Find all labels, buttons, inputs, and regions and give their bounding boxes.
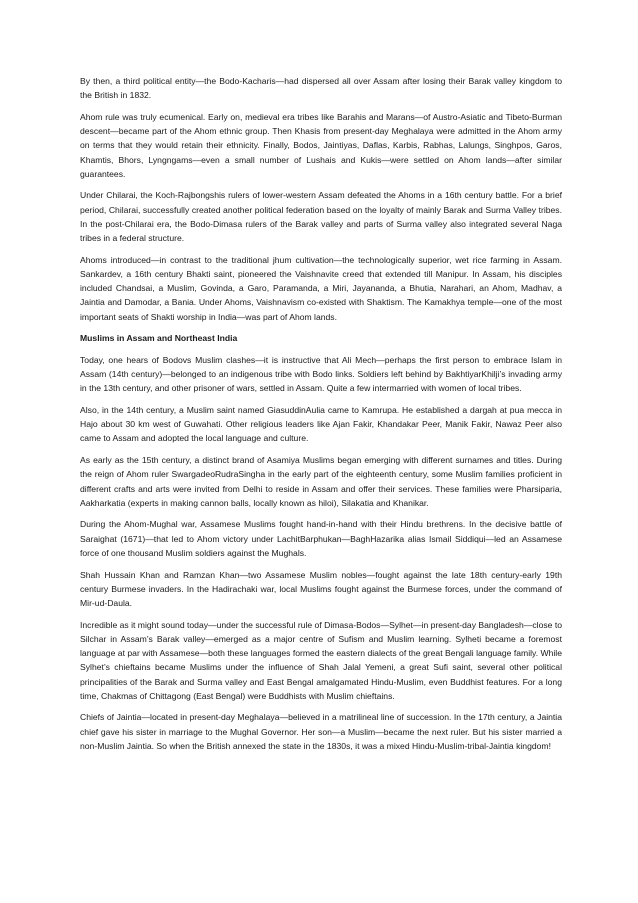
- paragraph-sylhet-sufism: Incredible as it might sound today—under the successful rule of Dimasa-Bodos—Sylhet—in present-day Bangladesh—close to Silchar in Assam’s Barak valley—emerged as a major centre of Sufism and Muslim learning. Sylheti became a foremost language at par with Assamese—both these languages formed the eastern dialects of the great Bengali language family. While Sylhet’s chieftains became Muslims under the influence of Shah Jalal Yemeni, a great Sufi saint, several other political principalities of the Barak and Surma valley and East Bengal amalgamated Hindu-Muslim, even Buddhist features. For a long time, Chakmas of Chittagong (East Bengal) were Buddhists with Muslim chieftains.: [80, 619, 562, 701]
- section-heading: Muslims in Assam and Northeast India: [80, 333, 238, 344]
- paragraph-ahom-ecumenical: Ahom rule was truly ecumenical. Early on, medieval era tribes like Barahis and Marans—of Austro-Asiatic and Tibeto-Burman descent—became part of the Ahom ethnic group. Then Khasis from present-day Meghalaya were admitted in the Ahom army on terms that they would retain their ethnicity. Finally, Bodos, Jaintiyas, Daflas, Karbis, Rabhas, Lalungs, Singhpos, Garos, Khamtis, Bhors, Lyngngams—even a small number of Lushais and Kukis—were settled on Ahom lands—after similar guarantees.: [80, 111, 562, 179]
- paragraph-chilarai: Under Chilarai, the Koch-Rajbongshis rulers of lower-western Assam defeated the Ahoms in a 16th century battle. For a brief period, Chilarai, successfully created another political federation based on the loyalty of mainly Barak and Surma Valley tribes. In the post-Chilarai era, the Bodo-Dimasa rulers of the Barak valley and parts of Surma valley also integrated several Naga tribes in a federal structure.: [80, 190, 562, 244]
- paragraph-bodo-kacharis: By then, a third political entity—the Bodo-Kacharis—had dispersed all over Assam after losing their Barak valley kingdom to the British in 1832.: [80, 76, 562, 101]
- paragraph-asamiya-muslims: As early as the 15th century, a distinct brand of Asamiya Muslims began emerging with different surnames and titles. During the reign of Ahom ruler SwargadeoRudraSingha in the early part of the eighteenth century, some Muslim families proficient in different crafts and arts were invited from Delhi to reside in Assam and offer their services. These families were Pharsiparia, Aakharkatia (experts in making cannon balls, locally known as hiloi), Silakatia and Khanikar.: [80, 455, 562, 508]
- paragraph-ahom-rice-vaishnavism: Ahoms introduced—in contrast to the traditional jhum cultivation—the technologically superior, wet rice farming in Assam. Sankardev, a 16th century Bhakti saint, pioneered the Vaishnavite creed that extended till Manipur. In Assam, his disciples included Chandsai, a Muslim, Govinda, a Garo, Paramanda, a Miri, Jayananda, a Bhutia, Narahari, an Ahom, Madhav, a Jaintia and Damodar, a Bania. Under Ahoms, Vaishnavism co-existed with Shaktism. The Kamakhya temple—one of the most important seats of Shakti worship in India—was part of Ahom lands.: [80, 254, 562, 322]
- paragraph-burmese-invaders: Shah Hussain Khan and Ramzan Khan—two Assamese Muslim nobles—fought against the late 18th century-early 19th century Burmese invaders. In the Hadirachaki war, local Muslims fought against the Burmese forces, under the command of Mir-ud-Daula.: [80, 569, 562, 608]
- paragraph-jaintia-chiefs: Chiefs of Jaintia—located in present-day Meghalaya—believed in a matrilineal line of succession. In the 17th century, a Jaintia chief gave his sister in marriage to the Mughal Governor. Her son—a Muslim—became the next ruler. But his sister married a non-Muslim Jaintia. So when the British annexed the state in the 1830s, it was a mixed Hindu-Muslim-tribal-Jaintia kingdom!: [80, 712, 562, 751]
- document-page: [80, 74, 562, 761]
- paragraph-ahom-mughal-war: During the Ahom-Mughal war, Assamese Muslims fought hand-in-hand with their Hindu brethrens. In the decisive battle of Saraighat (1671)—that led to Ahom victory under LachitBarphukan—BaghHazarika alias Ismail Siddiqui—led an Assamese force of one thousand Muslim soldiers against the Mughals.: [80, 519, 562, 558]
- paragraph-giasuddin-aulia: Also, in the 14th century, a Muslim saint named GiasuddinAulia came to Kamrupa. He established a dargah at pua mecca in Hajo about 30 km west of Guwahati. Other religious leaders like Ajan Fakir, Khandakar Peer, Manik Fakir, Nawaz Peer also came to Assam and adopted the local language and culture.: [80, 405, 562, 444]
- paragraph-bodo-muslim-clashes: Today, one hears of Bodovs Muslim clashes—it is instructive that Ali Mech—perhaps the first person to embrace Islam in Assam (14th century)—belonged to an indigenous tribe with Bodo links. Soldiers left behind by BakhtiyarKhilji’s invading army in the 13th century, and other prisoner of wars, settled in Assam. Quite a few intermarried with women of local tribes.: [80, 354, 562, 394]
